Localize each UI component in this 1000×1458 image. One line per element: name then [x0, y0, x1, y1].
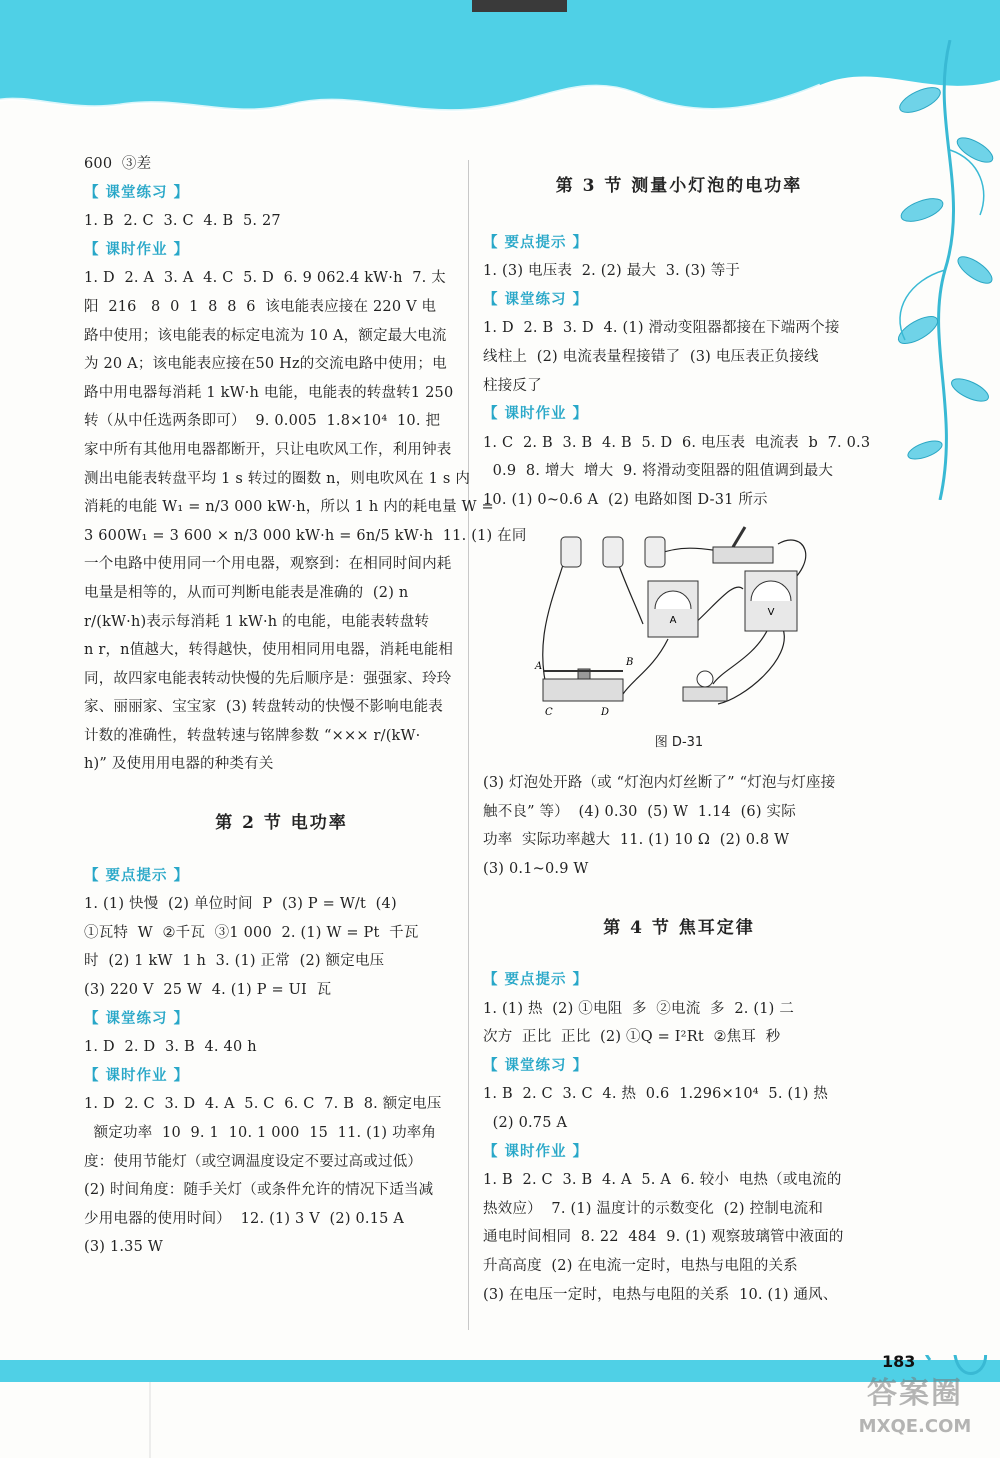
answer-line: (2) 0.75 A: [483, 1115, 568, 1132]
svg-text:V: V: [767, 606, 775, 618]
answer-line: 0.9 8. 增大 增大 9. 将滑动变阻器的阻值调到最大: [483, 463, 834, 480]
answer-line: 1. D 2. B 3. D 4. (1) 滑动变阻器都接在下端两个接: [483, 320, 840, 337]
answer-line: (3) 1.35 W: [84, 1239, 163, 1256]
answer-line: (3) 0.1~0.9 W: [483, 860, 589, 877]
ammeter: [648, 581, 698, 637]
circuit-diagram: [483, 519, 875, 729]
answer-line: 1. (3) 电压表 2. (2) 最大 3. (3) 等于: [483, 263, 741, 280]
section-tag: 【 课时作业 】: [483, 1142, 589, 1160]
answer-line: 路中用电器每消耗 1 kW·h 电能，电能表的转盘转1 250: [84, 384, 454, 401]
answer-line: 阳 216 8 0 1 8 8 6 该电能表应接在 220 V 电: [84, 298, 437, 315]
svg-text:B: B: [626, 656, 634, 668]
rheostat: [534, 657, 633, 718]
section-tag: 【 课时作业 】: [483, 405, 589, 423]
answer-line: 1. B 2. C 3. B 4. A 5. A 6. 较小 电热（或电流的: [483, 1172, 842, 1189]
answer-line: n r，n值越大，转得越快，使用相同用电器，消耗电能相: [84, 642, 454, 659]
answer-line: 功率 实际功率越大 11. (1) 10 Ω (2) 0.8 W: [483, 832, 790, 849]
answer-line: 家、丽丽家、宝宝家 (3) 转盘转动的快慢不影响电能表: [84, 699, 443, 716]
answer-line: 热效应） 7. (1) 温度计的示数变化 (2) 控制电流和: [483, 1200, 824, 1217]
section-tag: 【 要点提示 】: [483, 233, 589, 251]
answer-line: 次方 正比 正比 (2) ①Q = I²Rt ②焦耳 秒: [483, 1029, 781, 1046]
watermark-line1: 答案圈: [867, 1376, 963, 1411]
section-tag: 【 课堂练习 】: [84, 183, 190, 201]
watermark: [830, 1368, 1000, 1437]
answer-line: 为 20 A；该电能表应接在50 Hz的交流电路中使用；电: [84, 356, 447, 373]
answer-line: ①瓦特 W ②千瓦 ③1 000 2. (1) W = Pt 千瓦: [84, 924, 419, 941]
answer-line: 同，故四家电能表转动快慢的先后顺序是：强强家、玲玲: [84, 670, 452, 687]
answer-line: 通电时间相同 8. 22 484 9. (1) 观察玻璃管中液面的: [483, 1229, 844, 1246]
answer-line: 1. (1) 热 (2) ①电阻 多 ②电流 多 2. (1) 二: [483, 1000, 795, 1017]
answer-line: 柱接反了: [483, 377, 542, 394]
svg-text:D: D: [601, 706, 610, 718]
answer-line: 600 ③差: [84, 156, 152, 172]
answer-line: 3 600W₁ = 3 600 × n/3 000 kW·h = 6n/5 kW·h 11. (1) 在同: [84, 527, 527, 544]
svg-text:A: A: [535, 660, 543, 672]
answer-line: 线柱上 (2) 电流表量程接错了 (3) 电压表正负接线: [483, 348, 819, 365]
svg-text:C: C: [545, 706, 553, 718]
answer-line: 1. C 2. B 3. B 4. B 5. D 6. 电压表 电流表 b 7. 0.3: [483, 434, 871, 451]
right-column: [483, 150, 875, 1309]
voltmeter: [745, 571, 797, 631]
answer-line: 1. (1) 快慢 (2) 单位时间 P (3) P = W/t (4): [84, 896, 397, 913]
answer-line: (3) 220 V 25 W 4. (1) P = UI 瓦: [84, 982, 332, 999]
section-tag: 【 课时作业 】: [84, 1066, 190, 1084]
section-tag: 【 要点提示 】: [84, 866, 190, 884]
answer-line: 1. D 2. A 3. A 4. C 5. D 6. 9 062.4 kW·h 7. 太: [84, 270, 446, 287]
answer-line: 消耗的电能 W₁ = n/3 000 kW·h，所以 1 h 内的耗电量 W =: [84, 499, 494, 516]
answer-line: 转（从中任选两条即可） 9. 0.005 1.8×10⁴ 10. 把: [84, 413, 441, 430]
answer-line: 升高高度 (2) 在电流一定时，电热与电阻的关系: [483, 1258, 798, 1275]
section-tag: 【 课时作业 】: [84, 240, 190, 258]
section-heading: 第 2 节 电功率: [215, 813, 348, 834]
section-heading: 第 4 节 焦耳定律: [603, 917, 755, 938]
battery-cells: [561, 537, 665, 567]
answer-line: h)” 及使用用电器的种类有关: [84, 756, 274, 773]
answer-line: 触不良” 等） (4) 0.30 (5) W 1.14 (6) 实际: [483, 803, 796, 820]
answer-line: 1. D 2. C 3. D 4. A 5. C 6. C 7. B 8. 额定电压: [84, 1096, 442, 1113]
answer-line: 计数的准确性，转盘转速与铭牌参数 “××× r/(kW·: [84, 727, 421, 744]
answer-line: r/(kW·h)表示每消耗 1 kW·h 的电能，电能表转盘转: [84, 613, 430, 630]
answer-line: 1. D 2. D 3. B 4. 40 h: [84, 1039, 257, 1056]
answer-line: 时 (2) 1 kW 1 h 3. (1) 正常 (2) 额定电压: [84, 953, 385, 970]
answer-line: 路中使用；该电能表的标定电流为 10 A，额定最大电流: [84, 327, 447, 344]
answer-line: 一个电路中使用同一个用电器，观察到：在相同时间内耗: [84, 556, 452, 573]
section-tag: 【 要点提示 】: [483, 971, 589, 989]
svg-text:A: A: [669, 614, 677, 626]
answer-line: 1. B 2. C 3. C 4. B 5. 27: [84, 213, 281, 230]
answer-line: 1. B 2. C 3. C 4. 热 0.6 1.296×10⁴ 5. (1) 热: [483, 1086, 829, 1103]
answer-line: 度：使用节能灯（或空调温度设定不要过高或过低）: [84, 1153, 423, 1170]
answer-line: (2) 时间角度：随手关灯（或条件允许的情况下适当减: [84, 1182, 434, 1199]
figure-d31: [483, 519, 875, 729]
answer-line: (3) 灯泡处开路（或 “灯泡内灯丝断了” “灯泡与灯座接: [483, 775, 836, 792]
watermark-line2: MXQE.COM: [858, 1416, 972, 1437]
page-number: 183: [882, 1352, 916, 1371]
answer-line: 10. (1) 0~0.6 A (2) 电路如图 D-31 所示: [483, 491, 768, 508]
answer-line: (3) 在电压一定时，电热与电阻的关系 10. (1) 通风、: [483, 1286, 838, 1303]
answer-line: 电量是相等的，从而可判断电能表是准确的 (2) n: [84, 584, 409, 601]
answer-line: 少用电器的使用时间） 12. (1) 3 V (2) 0.15 A: [84, 1210, 405, 1227]
answer-line: 额定功率 10 9. 1 10. 1 000 15 11. (1) 功率角: [84, 1125, 437, 1141]
section-tag: 【 课堂练习 】: [483, 290, 589, 308]
answer-line: 测出电能表转盘平均 1 s 转过的圈数 n，则电吹风在 1 s 内: [84, 470, 471, 487]
section-tag: 【 课堂练习 】: [84, 1009, 190, 1027]
section-heading: 第 3 节 测量小灯泡的电功率: [555, 176, 803, 196]
figure-caption: 图 D-31: [654, 734, 704, 750]
switch: [713, 527, 773, 563]
section-tag: 【 课堂练习 】: [483, 1056, 589, 1074]
answer-line: 家中所有其他用电器都断开，只让电吹风工作，利用钟表: [84, 441, 452, 458]
